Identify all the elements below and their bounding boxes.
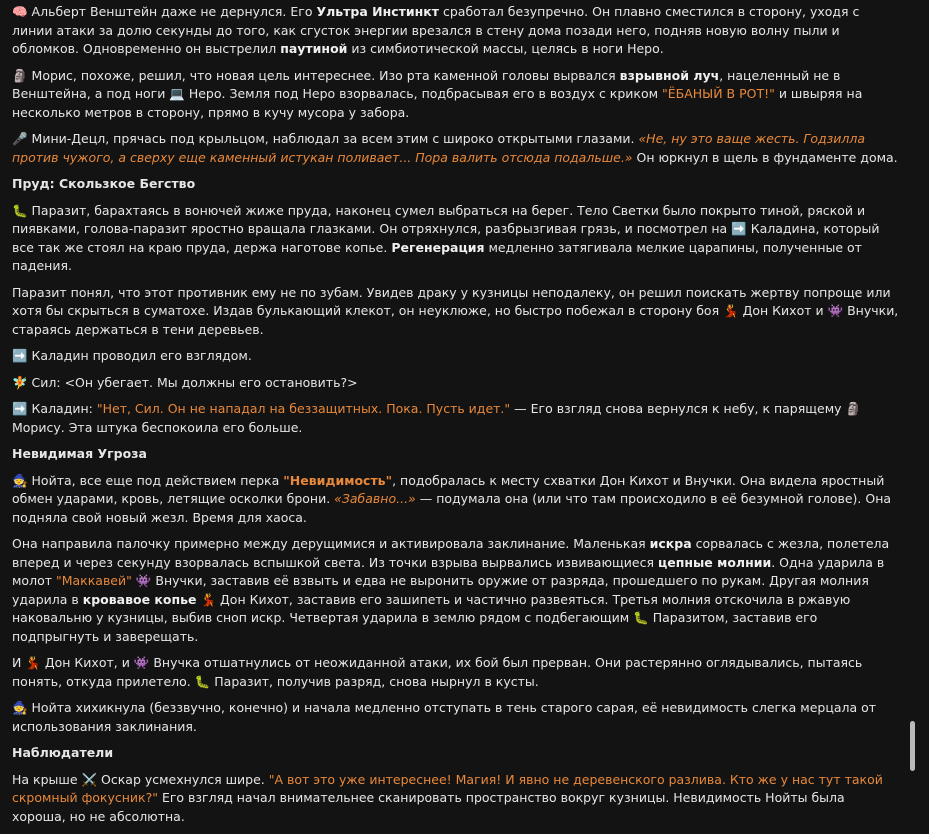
text-run: 🧙 Нойта, все еще под действием перка bbox=[12, 472, 284, 488]
text-run: — Его взгляд снова вернулся к небу, к парящему 🗿 Морису. Эта штука беспокоила его больше. bbox=[12, 401, 862, 435]
bold-text: кровавое копье bbox=[82, 591, 197, 607]
bold-text: цепные молнии bbox=[657, 554, 772, 570]
story-paragraph bbox=[12, 472, 900, 528]
story-paragraph bbox=[12, 374, 900, 393]
story-paragraph bbox=[12, 284, 900, 340]
bold-text: паутиной bbox=[280, 41, 348, 56]
bold-text: Ультра Инстинкт bbox=[316, 4, 440, 19]
text-run: медленно затягивала мелкие царапины, полученные от падения. bbox=[12, 239, 862, 273]
text-run: , нацеленный не в Венштейна, а под ноги 💻 Неро. Земля под Неро взорвалась, подбрасывая его в воздух с криком bbox=[12, 67, 841, 101]
section-heading bbox=[12, 744, 900, 763]
text-run: и швыряя на несколько метров в сторону, прямо в кучу мусора у забора. bbox=[12, 86, 863, 120]
vertical-scrollbar[interactable] bbox=[910, 721, 915, 771]
text-run: 🎤 Мини-Децл, прячась под крыльцом, наблюдал за всем этим с широко открытыми глазами. bbox=[12, 131, 639, 146]
text-run: На крыше ⚔️ Оскар усмехнулся шире. bbox=[12, 771, 269, 787]
text-run: ➡️ Каладин: bbox=[12, 401, 97, 416]
story-paragraph bbox=[12, 699, 900, 736]
perk-name: "Невидимость" bbox=[283, 472, 393, 488]
story-paragraph bbox=[12, 347, 900, 366]
story-paragraph bbox=[12, 400, 900, 437]
quoted-speech: "А вот это уже интереснее! Магия! И явно не деревенского разлива. Кто же у нас тут такой скромный фокусник?" bbox=[12, 771, 883, 805]
text-run: 🧚 Сил: <Он убегает. Мы должны его остановить?> bbox=[12, 374, 358, 390]
story-paragraph bbox=[12, 3, 900, 59]
story-paragraph bbox=[12, 535, 900, 646]
story-paragraph bbox=[12, 654, 900, 691]
text-run: Пруд: Скользкое Бегство bbox=[12, 176, 196, 191]
story-paragraph bbox=[12, 67, 900, 123]
text-run: сорвалась с жезла, полетела вперед и через секунду взорвалась вспышкой света. Из точки взрыва вырвались извивающиеся bbox=[12, 536, 890, 570]
bold-text: искра bbox=[649, 536, 692, 551]
text-run: — подумала она (или что там происходило в её безумной голове). Она подняла свой новый жезл. Время для хаоса. bbox=[12, 491, 892, 525]
quoted-speech: "ЁБАНЫЙ В РОТ!" bbox=[662, 86, 775, 101]
story-paragraph bbox=[12, 130, 900, 167]
text-run: . Одна ударила в молот bbox=[12, 554, 885, 588]
text-run: 🧠 Альберт Венштейн даже не дернулся. Его bbox=[12, 4, 317, 19]
quoted-speech: "Маккавей" bbox=[55, 573, 132, 588]
text-run: Она направила палочку примерно между дерущимися и активировала заклинание. Маленькая bbox=[12, 536, 650, 551]
inner-thought: «Забавно...» bbox=[334, 491, 416, 506]
text-run: 🗿 Морис, похоже, решил, что новая цель интереснее. Изо рта каменной головы вырвался bbox=[12, 67, 620, 83]
section-heading bbox=[12, 445, 900, 464]
text-run: Паразит понял, что этот противник ему не по зубам. Увидев драку у кузницы неподалеку, он решил поискать жертву попроще или хотя бы скрыться в суматохе. Издав булькающий клекот, он неуклюже, но быстро побежал в сторону боя 💃 Дон Кихот и 👾 Внучки, стараясь держаться в тени деревьев. bbox=[12, 284, 899, 337]
text-run: Он юркнул в щель в фундаменте дома. bbox=[632, 149, 898, 165]
text-run: 🐛 Паразит, барахтаясь в вонючей жиже пруда, наконец сумел выбраться на берег. Тело Светки было покрыто тиной, ряской и пиявками, голова-паразит яростно вращала глазками. Он отряхнулся, разбрызгивая грязь, и посмотрел на ➡️ Каладина, который все так же стоял на краю пруда, держа наготове копье. bbox=[12, 202, 880, 255]
bold-text: Регенерация bbox=[391, 239, 485, 255]
bold-text: взрывной луч bbox=[619, 67, 720, 83]
text-run: сработал безупречно. Он плавно сместился в сторону, уходя с линии атаки за долю секунды до того, как сгусток энергии врезался в стену дома позади него, подняв новую волну пыли и обломков. Одновременно он выстрелил bbox=[12, 4, 860, 56]
text-run: И 💃 Дон Кихот, и 👾 Внучка отшатнулись от неожиданной атаки, их бой был прерван. Они растерянно оглядывались, пытаясь понять, откуда прилетело. 🐛 Паразит, получив разряд, снова нырнул в кусты. bbox=[12, 655, 863, 689]
inner-thought: «Не, ну это ваще жесть. Годзилла против чужого, а сверху еще каменный истукан поливает... Пора валить отсюда подальше.» bbox=[12, 131, 866, 165]
quoted-speech: "Нет, Сил. Он не нападал на беззащитных. Пока. Пусть идет." bbox=[96, 401, 511, 416]
text-run: 👾 Внучки, заставив её взвыть и едва не выронить оружие от разряда, прошедшего по рукам. Другая молния ударила в bbox=[12, 573, 869, 607]
story-paragraph bbox=[12, 771, 900, 827]
text-run: 🧙 Нойта хихикнула (беззвучно, конечно) и начала медленно отступать в тень старого сарая, её невидимость слегка мерцала от использования заклинания. bbox=[12, 700, 877, 734]
text-run: Невидимая Угроза bbox=[12, 446, 147, 461]
text-run: из симбиотической массы, целясь в ноги Неро. bbox=[347, 41, 664, 56]
section-heading bbox=[12, 175, 900, 194]
text-run: ➡️ Каладин проводил его взглядом. bbox=[12, 348, 252, 363]
text-run: 💃 Дон Кихот, заставив его зашипеть и частично развеяться. Третья молния отскочила в ржавую наковальню у кузницы, выбив сноп искр. Четвертая ударила в землю рядом с подбегающим 🐛 Паразитом, заставив его подпрыгнуть и заверещать. bbox=[12, 591, 851, 644]
text-run: , подобралась к месту схватки Дон Кихот и Внучки. Она видела яростный обмен ударами, кровь, летящие осколки брони. bbox=[12, 472, 885, 506]
text-run: Наблюдатели bbox=[12, 745, 114, 760]
story-paragraph bbox=[12, 202, 900, 276]
text-run: Его взгляд начал внимательнее сканировать пространство вокруг кузницы. Невидимость Нойты была хороша, но не абсолютна. bbox=[12, 790, 845, 824]
